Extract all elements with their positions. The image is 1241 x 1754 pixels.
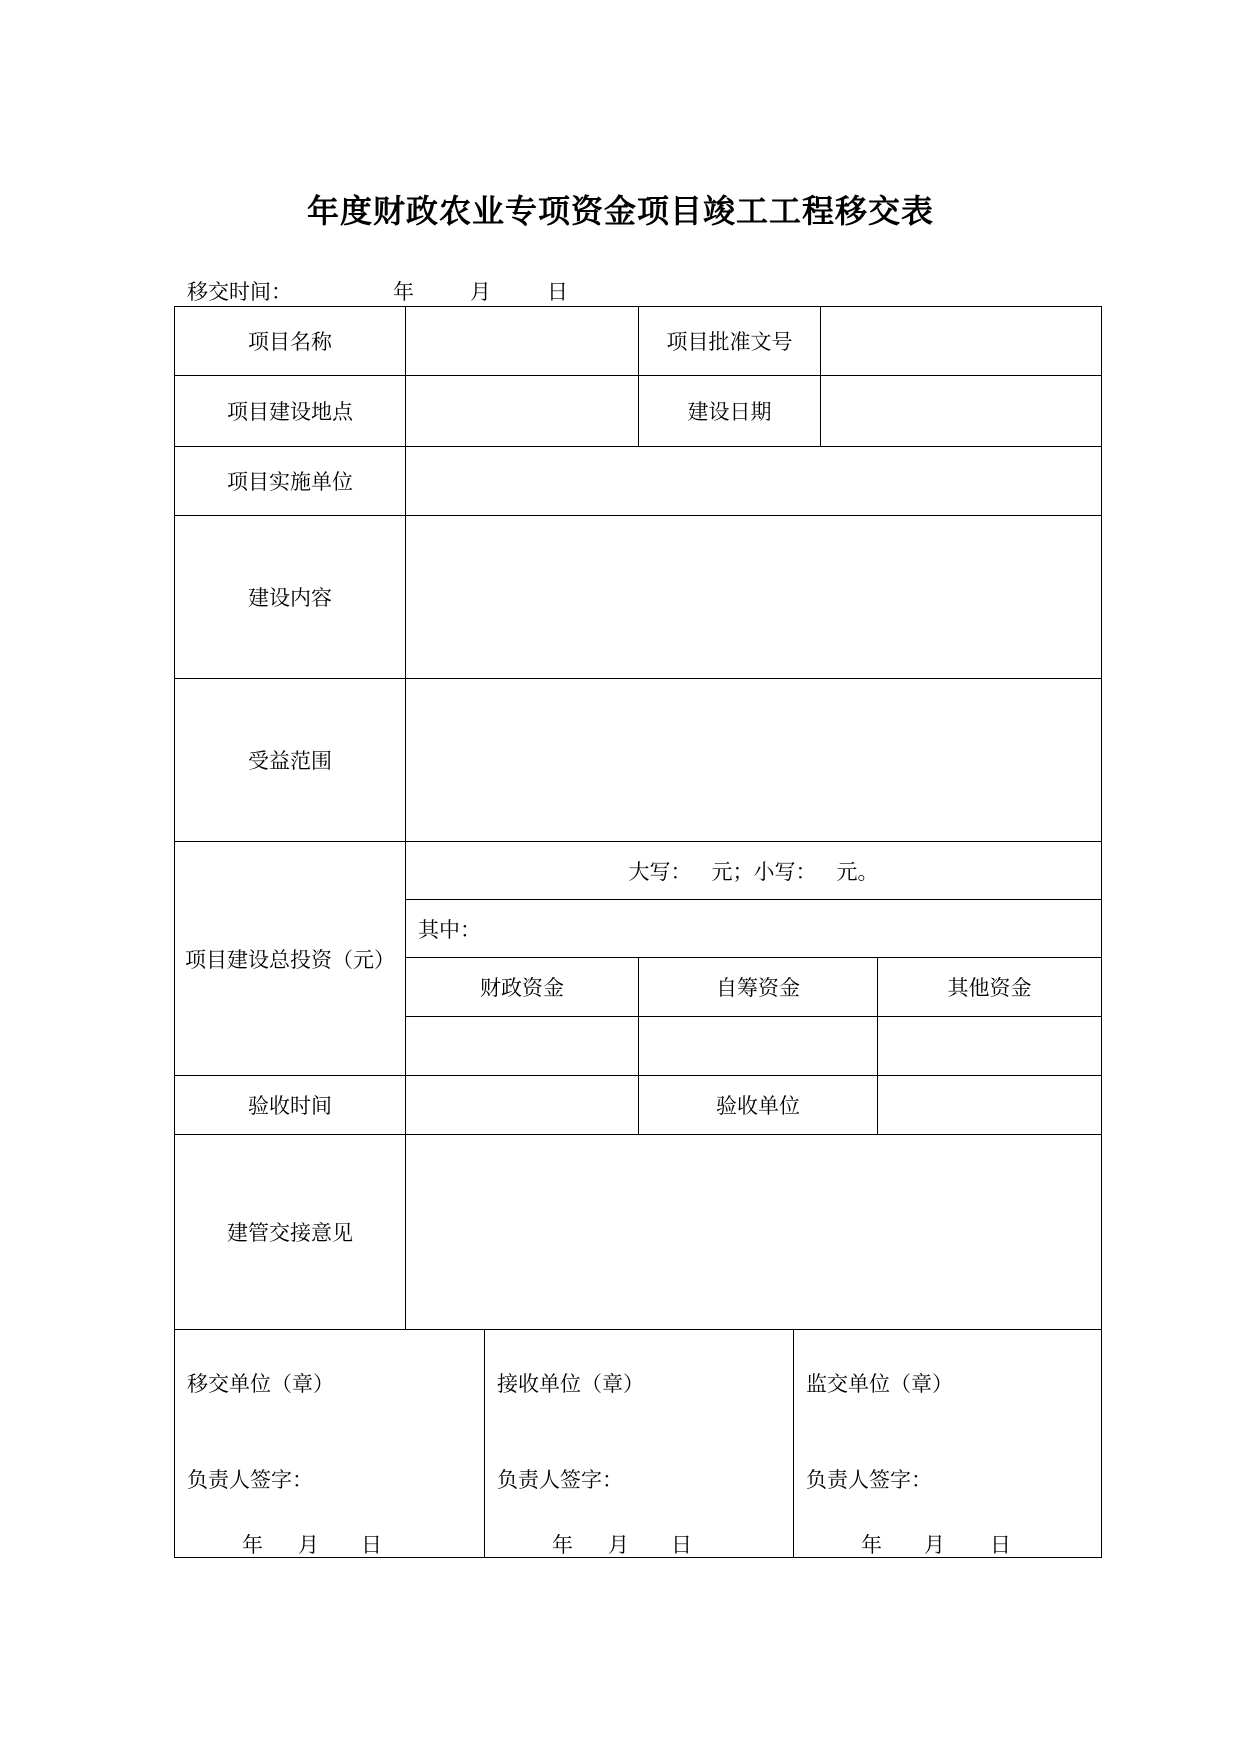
label-project-name: 项目名称: [174, 306, 406, 376]
label-acceptance-time: 验收时间: [174, 1075, 406, 1135]
field-construction-content[interactable]: [405, 515, 1102, 679]
label-acceptance-unit: 验收单位: [638, 1075, 878, 1135]
transfer-date-month: 月: [470, 280, 491, 304]
field-handover-opinion[interactable]: [405, 1134, 1102, 1330]
label-self-raised-funds: 自筹资金: [638, 957, 878, 1017]
signature-block-transferor[interactable]: [174, 1329, 485, 1558]
field-self-raised-funds[interactable]: [638, 1016, 878, 1076]
signature-year: 年: [861, 1533, 882, 1557]
signature-unit-label: 移交单位（章）: [187, 1372, 334, 1396]
label-other-funds: 其他资金: [877, 957, 1102, 1017]
field-project-name[interactable]: [405, 306, 639, 376]
transfer-date-day: 日: [547, 280, 568, 304]
signature-unit-label: 接收单位（章）: [497, 1372, 644, 1396]
label-total-investment: 项目建设总投资（元）: [174, 841, 406, 1076]
signature-person-label: 负责人签字：: [497, 1468, 623, 1492]
signature-month: 月: [924, 1533, 945, 1557]
signature-day: 日: [361, 1533, 382, 1557]
signature-year: 年: [552, 1533, 573, 1557]
signature-person-label: 负责人签字：: [187, 1468, 313, 1492]
document-title: 年度财政农业专项资金项目竣工工程移交表: [306, 192, 934, 230]
label-fiscal-funds: 财政资金: [405, 957, 639, 1017]
signature-day: 日: [671, 1533, 692, 1557]
transfer-date-year: 年: [393, 280, 414, 304]
label-benefit-scope: 受益范围: [174, 678, 406, 842]
signature-block-supervisor[interactable]: [793, 1329, 1102, 1558]
field-other-funds[interactable]: [877, 1016, 1102, 1076]
field-fiscal-funds[interactable]: [405, 1016, 639, 1076]
field-approval-number[interactable]: [820, 306, 1102, 376]
field-construction-site[interactable]: [405, 375, 639, 447]
signature-person-label: 负责人签字：: [806, 1468, 932, 1492]
of-which-label: 其中：: [405, 899, 1102, 958]
field-acceptance-unit[interactable]: [877, 1075, 1102, 1135]
field-acceptance-time[interactable]: [405, 1075, 639, 1135]
label-approval-number: 项目批准文号: [638, 306, 821, 376]
signature-month: 月: [608, 1533, 629, 1557]
label-implementing-unit: 项目实施单位: [174, 446, 406, 516]
signature-month: 月: [298, 1533, 319, 1557]
transfer-date-label: 移交时间：: [187, 280, 292, 304]
label-construction-content: 建设内容: [174, 515, 406, 679]
field-benefit-scope[interactable]: [405, 678, 1102, 842]
label-construction-site: 项目建设地点: [174, 375, 406, 447]
amount-line[interactable]: 大写： 元；小写： 元。: [405, 841, 1102, 900]
label-handover-opinion: 建管交接意见: [174, 1134, 406, 1330]
field-implementing-unit[interactable]: [405, 446, 1102, 516]
field-construction-date[interactable]: [820, 375, 1102, 447]
label-construction-date: 建设日期: [638, 375, 821, 447]
signature-day: 日: [990, 1533, 1011, 1557]
signature-unit-label: 监交单位（章）: [806, 1372, 953, 1396]
signature-year: 年: [242, 1533, 263, 1557]
signature-block-receiver[interactable]: [484, 1329, 794, 1558]
